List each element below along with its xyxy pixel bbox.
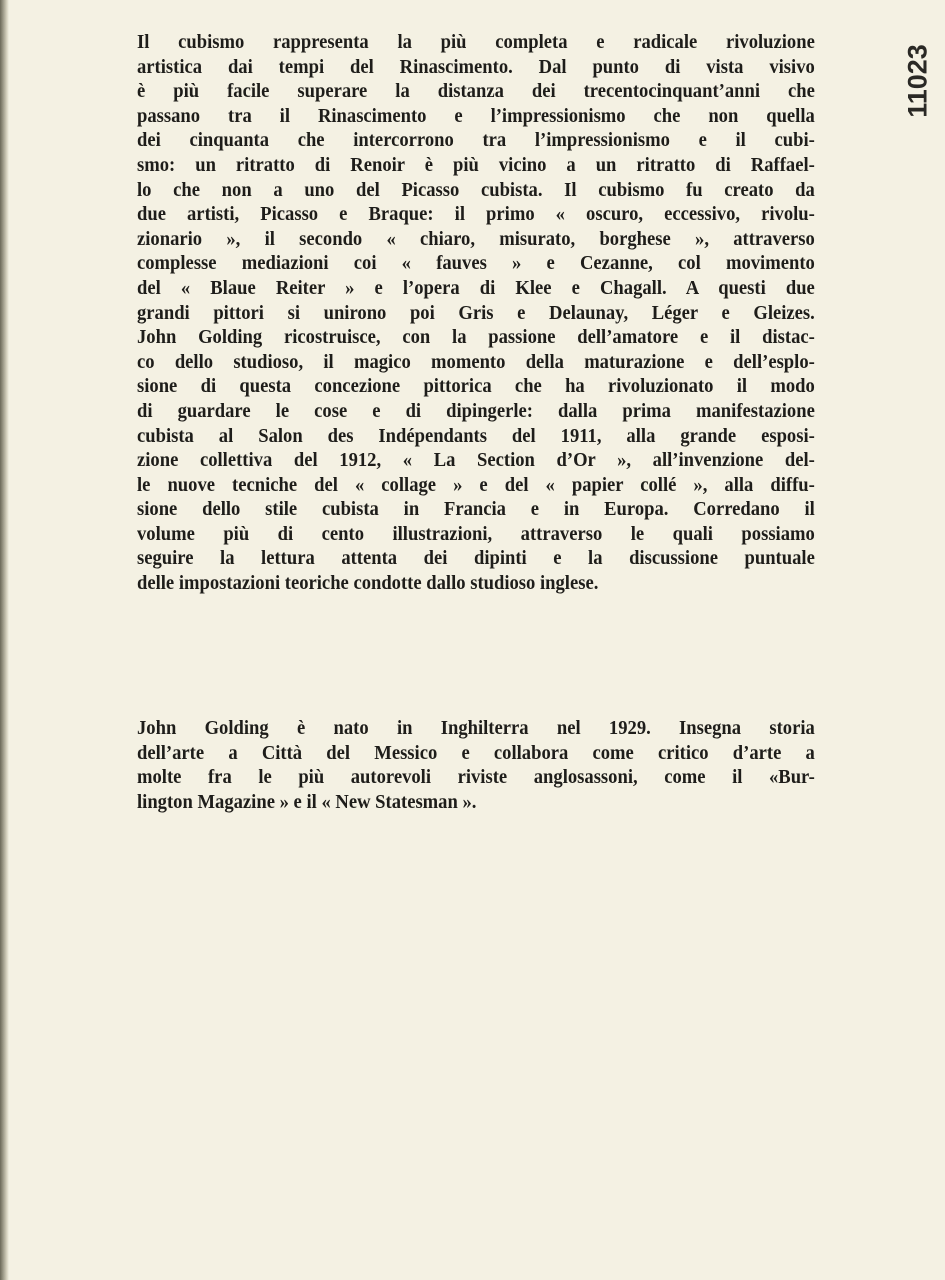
- text-line: co dello studioso, il magico momento della maturazione e dell’esplo-: [137, 350, 815, 373]
- text-line: smo: un ritratto di Renoir è più vicino a un ritratto di Raffael-: [137, 153, 815, 176]
- text-line: due artisti, Picasso e Braque: il primo « oscuro, eccessivo, rivolu-: [137, 203, 815, 226]
- text-line: molte fra le più autorevoli riviste anglosassoni, come il «Bur-: [137, 766, 815, 789]
- text-line: lo che non a uno del Picasso cubista. Il cubismo fu creato da: [137, 178, 815, 201]
- text-line: è più facile superare la distanza dei trecentocinquant’anni che: [137, 80, 815, 103]
- text-line: lington Magazine » e il « New Statesman ».: [137, 790, 477, 813]
- text-line: zione collettiva del 1912, « La Section d’Or », all’invenzione del-: [137, 449, 815, 472]
- text-line: di guardare le cose e di dipingerle: dalla prima manifestazione: [137, 399, 815, 422]
- text-line: cubista al Salon des Indépendants del 1911, alla grande esposi-: [137, 424, 815, 447]
- page-edge: [0, 0, 9, 1280]
- text-line: John Golding ricostruisce, con la passione dell’amatore e il distac-: [137, 326, 815, 349]
- text-line: del « Blaue Reiter » e l’opera di Klee e Chagall. A questi due: [137, 276, 815, 299]
- text-line: dei cinquanta che intercorrono tra l’impressionismo e il cubi-: [137, 129, 815, 152]
- author-bio: [137, 716, 815, 814]
- text-line: delle impostazioni teoriche condotte dallo studioso inglese.: [137, 572, 599, 595]
- text-line: John Golding è nato in Inghilterra nel 1929. Insegna storia: [137, 717, 815, 739]
- text-line: volume più di cento illustrazioni, attraverso le quali possiamo: [137, 522, 815, 545]
- book-description: [137, 30, 815, 596]
- text-line: complesse mediazioni coi « fauves » e Cezanne, col movimento: [137, 252, 815, 275]
- text-line: passano tra il Rinascimento e l’impressionismo che non quella: [137, 104, 815, 127]
- text-line: le nuove tecniche del « collage » e del « papier collé », alla diffu-: [137, 473, 815, 496]
- text-line: seguire la lettura attenta dei dipinti e la discussione puntuale: [137, 547, 815, 570]
- text-line: dell’arte a Città del Messico e collabora come critico d’arte a: [137, 741, 815, 764]
- text-line: Il cubismo rappresenta la più completa e radicale rivoluzione: [137, 31, 815, 53]
- text-line: sione dello stile cubista in Francia e in Europa. Corredano il: [137, 498, 815, 521]
- catalog-number: 11023: [902, 44, 933, 118]
- text-line: zionario », il secondo « chiaro, misurato, borghese », attraverso: [137, 227, 815, 250]
- text-line: sione di questa concezione pittorica che ha rivoluzionato il modo: [137, 375, 815, 398]
- text-line: grandi pittori si unirono poi Gris e Delaunay, Léger e Gleizes.: [137, 301, 815, 324]
- text-line: artistica dai tempi del Rinascimento. Dal punto di vista visivo: [137, 55, 815, 78]
